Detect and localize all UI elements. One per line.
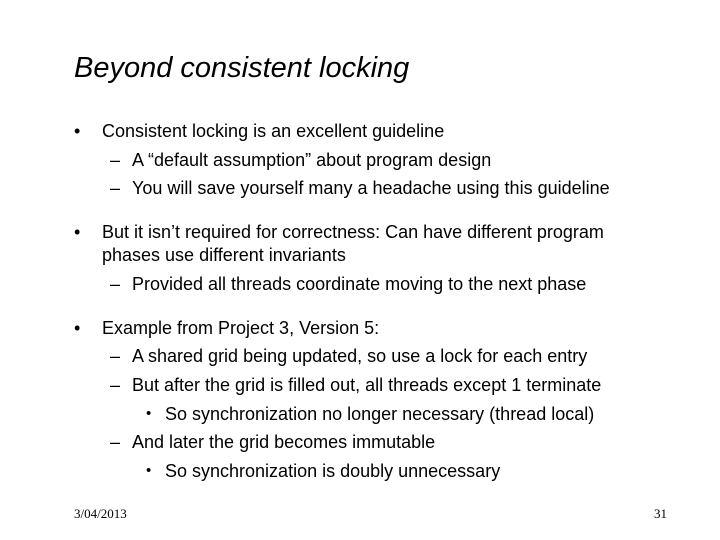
bullet-text-continued: phases use different invariants xyxy=(102,245,346,265)
sub-bullet-text: But after the grid is filled out, all threads except 1 terminate xyxy=(132,375,602,395)
slide-title: Beyond consistent locking xyxy=(74,52,410,84)
sub-bullet-text: And later the grid becomes immutable xyxy=(132,432,436,452)
dash-icon: – xyxy=(110,375,121,395)
footer-date: 3/04/2013 xyxy=(74,506,127,521)
bullet-text: But it isn’t required for correctness: Can have different program xyxy=(102,222,604,242)
bullet-icon: • xyxy=(74,318,81,338)
sub-bullet-text: A “default assumption” about program design xyxy=(132,150,492,170)
bullet-icon: • xyxy=(74,121,81,141)
bullet-icon: • xyxy=(74,222,81,242)
dash-icon: – xyxy=(110,346,121,366)
bullet-text: Consistent locking is an excellent guideline xyxy=(102,121,445,141)
sub-sub-bullet-text: So synchronization no longer necessary (thread local) xyxy=(165,404,595,424)
bullet-text: Example from Project 3, Version 5: xyxy=(102,318,380,338)
dash-icon: – xyxy=(110,274,121,294)
dash-icon: – xyxy=(110,432,121,452)
small-bullet-icon: • xyxy=(146,462,152,479)
small-bullet-icon: • xyxy=(146,405,152,422)
sub-bullet-text: Provided all threads coordinate moving to the next phase xyxy=(132,274,587,294)
sub-bullet-text: A shared grid being updated, so use a lock for each entry xyxy=(132,346,588,366)
page-number: 31 xyxy=(654,506,667,521)
dash-icon: – xyxy=(110,178,121,198)
sub-bullet-text: You will save yourself many a headache using this guideline xyxy=(132,178,610,198)
dash-icon: – xyxy=(110,150,121,170)
sub-sub-bullet-text: So synchronization is doubly unnecessary xyxy=(165,461,501,481)
